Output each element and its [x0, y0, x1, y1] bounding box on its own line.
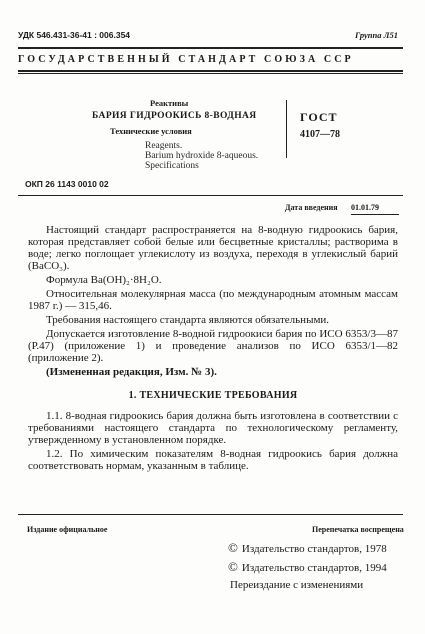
- paragraph-mandatory: Требования настоящего стандарта являются обязательными.: [46, 314, 330, 326]
- reprint-ban: Перепечатка воспрещена: [312, 525, 404, 534]
- copyright-1994-text: Издательство стандартов, 1994: [241, 562, 387, 574]
- copyright-icon: ©: [228, 540, 238, 555]
- clause-1-1: 1.1. 8-водная гидроокись бария должна быть изготовлена в соответствии с требованиями настоящего стандарта по технологическому регламенту, утвержденному в установленном порядке.: [28, 410, 398, 446]
- date-underline: [351, 214, 399, 215]
- document-subtitle: Технические условия: [110, 126, 192, 136]
- gost-box-divider: [286, 100, 287, 158]
- english-title-line-2: Barium hydroxide 8-aqueous.: [145, 151, 259, 161]
- paragraph-formula: Формула Ba(OH)₂·8H₂O.: [46, 274, 162, 286]
- copyright-1994: [228, 559, 387, 575]
- english-title-line-1: Reagents.: [145, 141, 183, 151]
- okp-code: ОКП 26 1143 0010 02: [25, 179, 109, 189]
- top-rule-3: [18, 73, 403, 74]
- section-title: 1. ТЕХНИЧЕСКИЕ ТРЕБОВАНИЯ: [128, 390, 298, 401]
- clause-1-2: 1.2. По химическим показателям 8-водная гидроокись бария должна соответствовать нормам, указанным в таблице.: [28, 448, 398, 472]
- paragraph-scope: Настоящий стандарт распространяется на 8-водную гидроокись бария, которая представляет собой белые или бесцветные кристаллы; растворима в воде; легко поглощает углекислоту из воздуха, переходя в углекислый барий (BaCO₃).: [28, 224, 398, 272]
- paragraph-iso: Допускается изготовление 8-водной гидроокиси бария по ИСО 6353/3—87 (Р.47) (приложение 1) и проведение анализов по ИСО 6353/1—82 (приложение 2).: [28, 328, 398, 364]
- copyright-1978: [228, 540, 387, 556]
- body-text: [28, 224, 398, 474]
- gost-number: 4107—78: [300, 129, 340, 140]
- official-edition: Издание официальное: [27, 525, 108, 534]
- category-label: Реактивы: [150, 98, 189, 108]
- reprint-note: Переиздание с изменениями: [230, 579, 364, 591]
- paragraph-molar-mass: Относительная молекулярная масса (по международным атомным массам 1987 г.) — 315,46.: [28, 288, 398, 312]
- gost-label: ГОСТ: [300, 110, 338, 124]
- okp-rule: [18, 195, 403, 196]
- standard-header: ГОСУДАРСТВЕННЫЙ СТАНДАРТ СОЮЗА ССР: [18, 54, 354, 65]
- date-label: Дата введения: [285, 203, 338, 212]
- top-rule-1: [18, 47, 403, 49]
- group-code: Группа Л51: [355, 30, 398, 40]
- document-title: БАРИЯ ГИДРООКИСЬ 8-ВОДНАЯ: [92, 111, 257, 121]
- date-value: 01.01.79: [351, 203, 379, 212]
- paragraph-amendment: (Измененная редакция, Изм. № 3).: [46, 366, 217, 378]
- english-title: [145, 141, 265, 171]
- top-rule-2: [18, 70, 403, 72]
- copyright-icon: ©: [228, 559, 238, 574]
- footer-rule: [18, 514, 403, 515]
- english-title-line-3: Specifications: [145, 161, 199, 171]
- copyright-1978-text: Издательство стандартов, 1978: [241, 543, 387, 555]
- udk-code: УДК 546.431-36-41 : 006.354: [18, 30, 131, 40]
